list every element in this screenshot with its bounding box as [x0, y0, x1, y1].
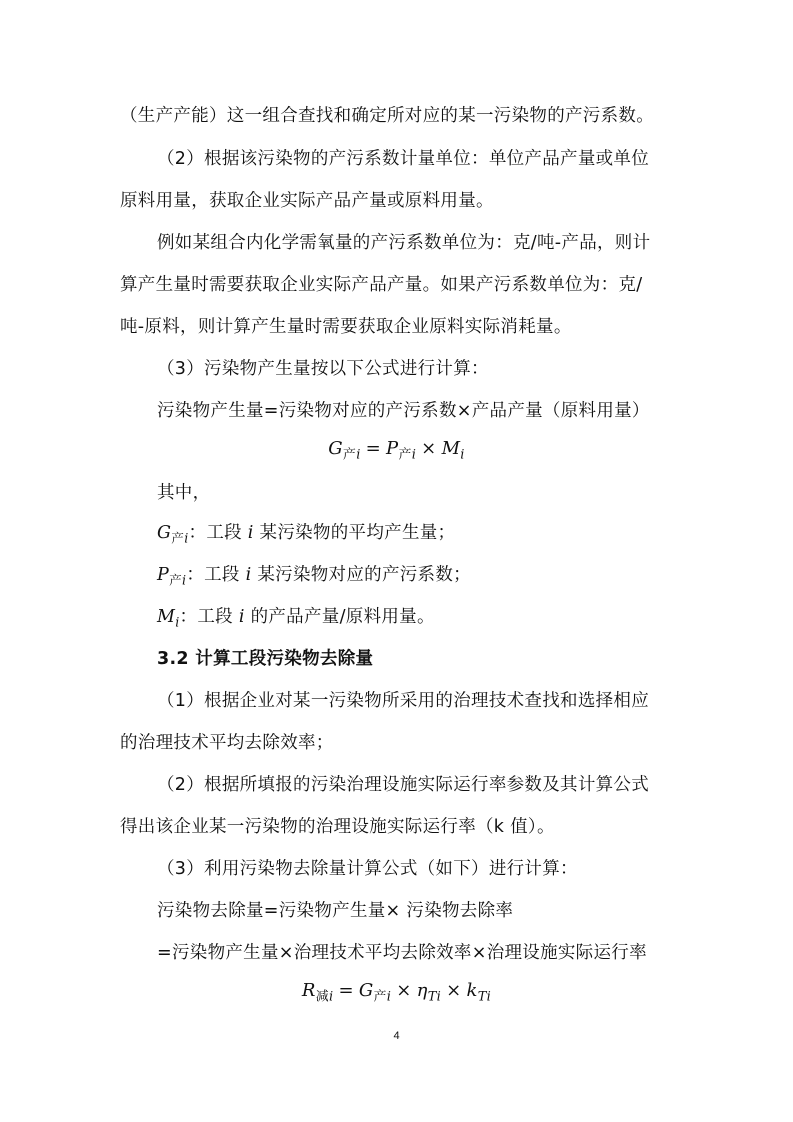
paragraph-line: 吨-原料，则计算产生量时需要获取企业原料实际消耗量。 [120, 317, 572, 337]
formula-removal: $R_{减i} = G_{产i} \times \eta_{Ti} \times k_{Ti}$ [301, 980, 492, 1005]
paragraph-line: 算产生量时需要获取企业实际产品产量。如果产污系数单位为：克/ [120, 275, 643, 295]
formula-production: $G_{产i} = P_{产i} \times M_i$ [328, 438, 465, 463]
definition-p: $P_{产i}$：工段 i 某污染物对应的产污系数； [157, 565, 471, 588]
paragraph-line: （3）利用污染物去除量计算公式（如下）进行计算： [157, 859, 578, 879]
paragraph-line: 例如某组合内化学需氧量的产污系数单位为：克/吨-产品，则计 [157, 233, 651, 253]
paragraph-line: 的治理技术平均去除效率； [120, 733, 334, 753]
section-heading: 3.2 计算工段污染物去除量 [157, 649, 374, 669]
paragraph-line: （生产产能）这一组合查找和确定所对应的某一污染物的产污系数。 [120, 106, 654, 126]
paragraph-line: 污染物产生量=污染物对应的产污系数×产品产量（原料用量） [157, 401, 650, 421]
paragraph-line: =污染物产生量×治理技术平均去除效率×治理设施实际运行率 [157, 943, 647, 963]
paragraph-line: 污染物去除量=污染物产生量× 污染物去除率 [157, 901, 514, 921]
definition-m: $M_i$：工段 i 的产品产量/原料用量。 [157, 607, 435, 630]
paragraph-line: （3）污染物产生量按以下公式进行计算： [157, 359, 489, 379]
paragraph-line: （1）根据企业对某一污染物所采用的治理技术查找和选择相应 [157, 691, 650, 711]
definition-g: $G_{产i}$：工段 i 某污染物的平均产生量； [157, 523, 456, 546]
paragraph-line: 原料用量，获取企业实际产品产量或原料用量。 [120, 191, 494, 211]
paragraph-line: 得出该企业某一污染物的治理设施实际运行率（k 值）。 [120, 817, 555, 837]
paragraph-line: （2）根据该污染物的产污系数计量单位：单位产品产量或单位 [157, 149, 650, 169]
paragraph-line: （2）根据所填报的污染治理设施实际运行率参数及其计算公式 [157, 775, 650, 795]
paragraph-line: 其中， [157, 483, 211, 503]
page-number: 4 [393, 1030, 400, 1042]
